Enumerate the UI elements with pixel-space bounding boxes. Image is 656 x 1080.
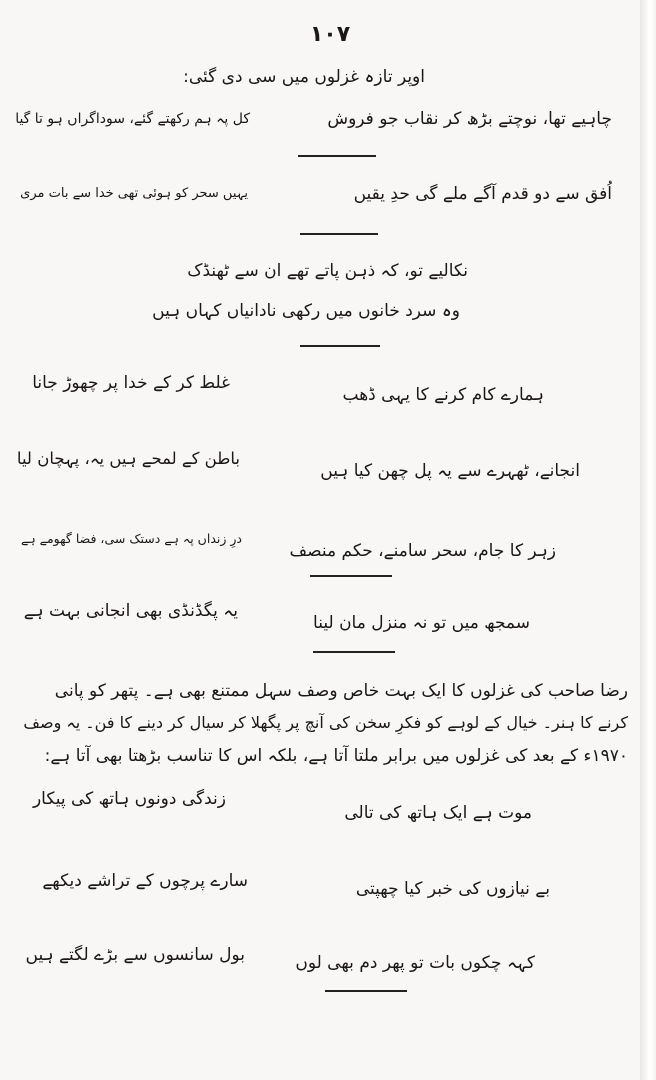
couplet-6-left: زہر کا جام، سحر سامنے، حکم منصف bbox=[289, 541, 556, 561]
couplet-1-left: چاہیے تھا، نوچتے بڑھ کر نقاب جو فروش bbox=[327, 109, 612, 129]
couplet-10-right: بول سانسوں سے بڑے لگتے ہیں bbox=[25, 945, 245, 965]
couplet-9-right: سارے پرچوں کے تراشے دیکھے bbox=[42, 871, 248, 891]
couplet-7-right: یہ پگڈنڈی بھی انجانی بہت ہے bbox=[23, 601, 238, 621]
couplet-5-left: انجانے، ٹھہرے سے یہ پل چھن کیا ہیں bbox=[320, 461, 580, 481]
paragraph-line-1: رضا صاحب کی غزلوں کا ایک بہت خاص وصف سہل ممتنع بھی ہے۔ پتھر کو پانی bbox=[54, 681, 628, 701]
couplet-9-left: بے نیازوں کی خبر کیا چھپتی bbox=[355, 879, 550, 899]
divider-3 bbox=[300, 345, 380, 347]
couplet-3-line1: نکالیے تو، کہ ذہن پاتے تھے ان سے ٹھنڈک bbox=[187, 261, 468, 281]
couplet-10-left: کہہ چکوں بات تو پھر دم بھی لوں bbox=[295, 953, 535, 973]
couplet-8-right: زندگی دونوں ہاتھ کی پیکار bbox=[32, 789, 226, 809]
divider-2 bbox=[300, 233, 378, 235]
couplet-1-right: کل پہ ہم رکھتے گئے، سوداگراں ہو تا گیا bbox=[15, 111, 250, 127]
couplet-4-right: غلط کر کے خدا پر چھوڑ جانا bbox=[32, 373, 230, 393]
divider-1 bbox=[298, 155, 376, 157]
couplet-3-line2: وہ سرد خانوں میں رکھی نادانیاں کہاں ہیں bbox=[152, 301, 460, 321]
couplet-2-left: اُفق سے دو قدم آگے ملے گی حدِ یقیں bbox=[353, 184, 612, 204]
couplet-8-left: موت ہے ایک ہاتھ کی تالی bbox=[344, 803, 532, 823]
paragraph-line-2: کرنے کا ہنر۔ خیال کے لوہے کو فکرِ سخن کی آنچ پر پگھلا کر سیال کر دینے کا فن۔ یہ وصف bbox=[23, 713, 628, 732]
couplet-2-right: یہیں سحر کو ہوئی تھی خدا سے بات مری bbox=[20, 186, 248, 201]
divider-5 bbox=[313, 651, 395, 653]
couplet-7-left: سمجھ میں تو نہ منزل مان لینا bbox=[313, 613, 530, 633]
couplet-5-right: باطن کے لمحے ہیں یہ، پہچان لیا bbox=[16, 449, 240, 468]
couplet-4-left: ہمارے کام کرنے کا یہی ڈھب bbox=[342, 385, 544, 405]
divider-4 bbox=[310, 575, 392, 577]
page-edge bbox=[640, 0, 656, 1080]
couplet-6-right: درِ زنداں پہ ہے دستک سی، فضا گھومے ہے bbox=[21, 531, 242, 546]
divider-6 bbox=[325, 990, 407, 992]
paragraph-line-3: ۱۹۷۰ء کے بعد کی غزلوں میں برابر ملتا آتا ہے، بلکہ اس کا تناسب بڑھتا بھی آتا ہے: bbox=[44, 746, 628, 766]
page-number: ۱۰۷ bbox=[309, 22, 351, 47]
intro-line: اوپر تازہ غزلوں میں سی دی گئی: bbox=[183, 67, 425, 87]
